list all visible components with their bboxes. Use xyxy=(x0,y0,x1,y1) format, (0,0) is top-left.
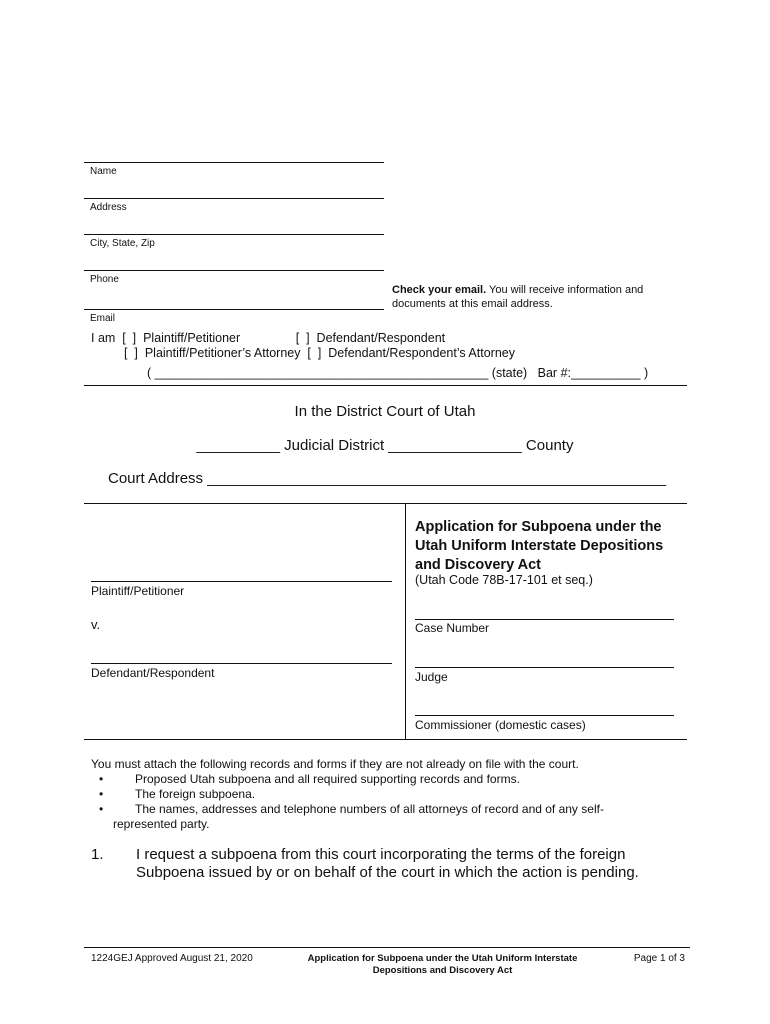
attachment-instructions xyxy=(91,757,651,832)
commissioner-line[interactable] xyxy=(415,715,674,716)
bar-number-row[interactable]: ( ________________________________________________ (state) Bar #:__________ ) xyxy=(147,366,649,380)
form-id: 1224GEJ Approved August 21, 2020 xyxy=(91,953,253,964)
commissioner-label: Commissioner (domestic cases) xyxy=(415,718,586,732)
iam-row-1[interactable]: I am [ ] Plaintiff/Petitioner [ ] Defendant/Respondent xyxy=(91,331,446,345)
application-title: Application for Subpoena under the Utah Uniform Interstate Depositions and Discovery Act xyxy=(415,519,664,573)
judicial-district-line[interactable]: __________ Judicial District ________________ County xyxy=(196,437,574,454)
email-note-bold: Check your email. xyxy=(392,284,487,296)
header-divider xyxy=(84,385,687,386)
email-label: Email xyxy=(90,313,116,324)
application-citation: (Utah Code 78B-17-101 et seq.) xyxy=(415,573,593,587)
court-title: In the District Court of Utah xyxy=(294,403,476,420)
defendant-label: Defendant/Respondent xyxy=(91,666,215,680)
court-address-line[interactable]: Court Address _______________________________________________________ xyxy=(108,470,667,487)
instructions-intro: You must attach the following records and forms if they are not already on file with the court. xyxy=(91,757,579,771)
email-field[interactable] xyxy=(84,309,384,324)
email-note-text: You will receive information and documents at this email address. xyxy=(392,284,644,310)
defendant-line[interactable] xyxy=(91,663,392,664)
footer-divider xyxy=(84,947,690,948)
address-label: Address xyxy=(90,202,127,213)
bullet-icon: • xyxy=(99,787,104,801)
page-number: Page 1 of 3 xyxy=(633,953,685,964)
judge-label: Judge xyxy=(415,670,448,684)
address-field[interactable] xyxy=(84,198,384,213)
caption-divider xyxy=(405,503,406,740)
name-label: Name xyxy=(90,166,117,177)
case-number-label: Case Number xyxy=(415,621,490,635)
plaintiff-label: Plaintiff/Petitioner xyxy=(91,584,185,598)
bullet-icon: • xyxy=(99,772,104,786)
plaintiff-line[interactable] xyxy=(91,581,392,582)
statement-text: I request a subpoena from this court incorporating the terms of the foreign Subpoena issued by or on behalf of the court in which the action is pending. xyxy=(136,846,639,881)
phone-label: Phone xyxy=(90,274,119,285)
versus-label: v. xyxy=(91,617,101,632)
email-note xyxy=(392,283,682,311)
footer-form-title: Application for Subpoena under the Utah Uniform Interstate Depositions and Discovery Act xyxy=(307,953,578,976)
list-item: • Proposed Utah subpoena and all required supporting records and forms. xyxy=(99,772,520,786)
judge-line[interactable] xyxy=(415,667,674,668)
city-state-zip-field[interactable] xyxy=(84,234,384,249)
list-item-wrap: represented party. xyxy=(113,817,210,831)
statement-1 xyxy=(91,846,671,882)
attachment-list xyxy=(91,772,651,817)
phone-field[interactable] xyxy=(84,270,384,285)
name-field[interactable] xyxy=(84,162,384,177)
list-item: • The foreign subpoena. xyxy=(99,787,256,801)
iam-row-2[interactable]: [ ] Plaintiff/Petitioner’s Attorney [ ] Defendant/Respondent’s Attorney xyxy=(124,346,515,360)
case-number-line[interactable] xyxy=(415,619,674,620)
bullet-icon: • xyxy=(99,802,104,816)
statement-number: 1. xyxy=(91,846,104,863)
list-item: • The names, addresses and telephone numbers of all attorneys of record and of any self- xyxy=(99,802,604,816)
city-state-zip-label: City, State, Zip xyxy=(90,238,155,249)
